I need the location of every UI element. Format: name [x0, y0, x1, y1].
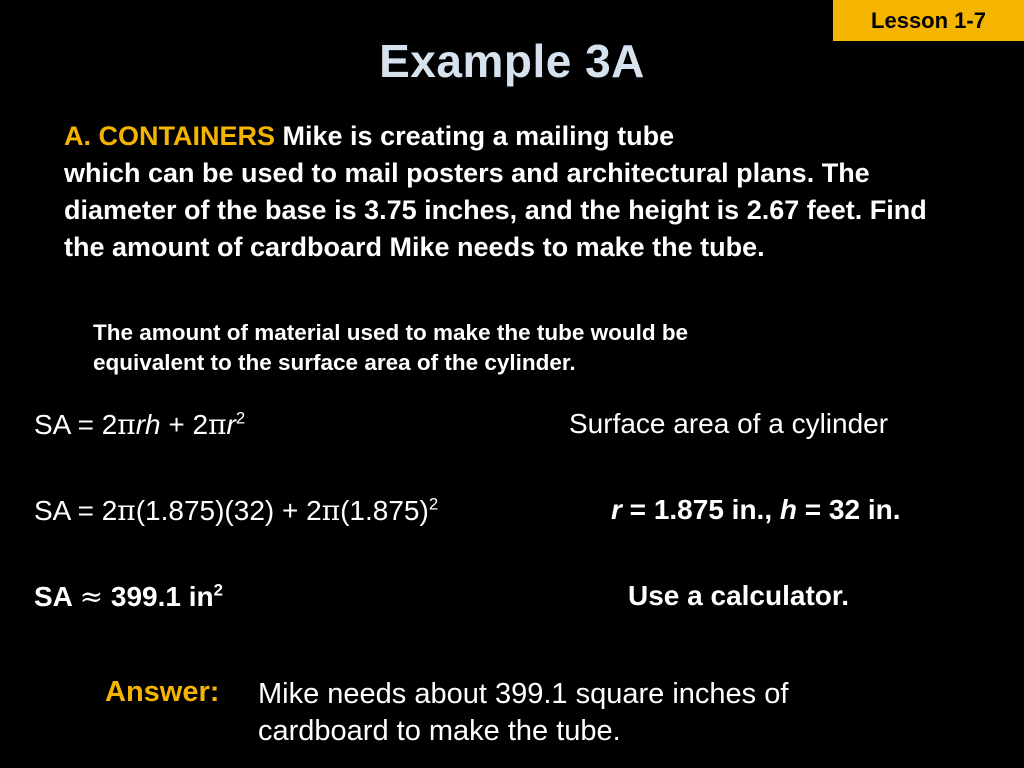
problem-text: Mike is creating a mailing tube which can be used to mail posters and architectural plans. The diameter of the base is 3.75 inches, and the height is 2.67 feet. Find the amount of cardboard Mike needs to make the tube.: [64, 121, 927, 262]
step1-eq-mid: + 2: [160, 409, 209, 440]
step2-exponent: 2: [428, 494, 439, 514]
problem-label: A. CONTAINERS: [64, 121, 276, 151]
problem-statement: [64, 118, 969, 266]
step3-exponent: 2: [213, 580, 223, 600]
var-h: h: [779, 494, 797, 525]
pi-symbol: π: [117, 494, 136, 527]
step2-note: [611, 494, 901, 526]
pi-symbol: π: [117, 408, 136, 441]
answer-text: Mike needs about 399.1 square inches of cardboard to make the tube.: [258, 678, 789, 747]
step2-equation: [34, 494, 438, 527]
approx-symbol: ≈: [79, 580, 104, 613]
step3-note: Use a calculator.: [628, 580, 850, 611]
answer-label: Answer:: [105, 676, 220, 708]
step2-eq-mid: (1.875)(32) + 2: [135, 495, 322, 526]
step1-var-r: r: [226, 409, 236, 440]
h-value: = 32 in.: [797, 494, 901, 525]
var-r: r: [611, 494, 622, 525]
step2-eq-tail: (1.875): [340, 495, 429, 526]
step3-value: 399.1 in: [103, 581, 214, 612]
explanation-text: The amount of material used to make the tube would be equivalent to the surface area of the cylinder.: [93, 320, 689, 375]
step1-var-rh: rh: [135, 409, 161, 440]
lesson-tab: Lesson 1-7: [833, 0, 1024, 41]
r-value: = 1.875 in.,: [621, 494, 780, 525]
step1-eq-prefix: SA = 2: [34, 409, 118, 440]
step1-note: Surface area of a cylinder: [569, 408, 889, 439]
step3-equation: [34, 580, 223, 613]
step1-equation: [34, 408, 245, 441]
pi-symbol: π: [208, 408, 227, 441]
step1-exponent: 2: [235, 408, 246, 428]
slide-title: Example 3A: [379, 35, 645, 87]
step2-eq-prefix: SA = 2: [34, 495, 118, 526]
pi-symbol: π: [321, 494, 341, 527]
step3-eq-prefix: SA: [34, 581, 80, 612]
